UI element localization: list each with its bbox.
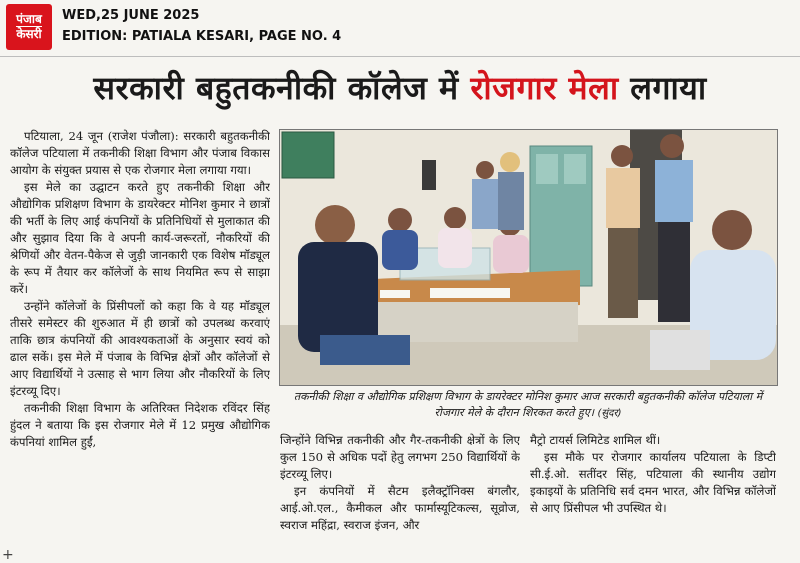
article-paragraph: जिन्होंने विभिन्न तकनीकी और गैर-तकनीकी क्षेत्रों के लिए कुल 150 से अधिक पदों हेतु लगभग 250 विद्यार्थियों के इंटरव्यू लिए। xyxy=(280,433,520,481)
article-column-3 xyxy=(530,432,776,552)
article-paragraph: इन कंपनियों में सैटम इलैक्ट्रॉनिक्स बंगलौर, आई.ओ.एल., कैमीकल और फार्मास्यूटिकल्स, सूव्रोज, स्वराज महिंद्रा, स्वराज इंजन, और xyxy=(280,484,520,532)
headline-part-1: सरकारी बहुतकनीकी कॉलेज में xyxy=(93,69,471,107)
article-paragraph: इस मौके पर रोजगार कार्यालय पटियाला के डिप्टी सी.ई.ओ. सतींदर सिंह, पटियाला की स्थानीय उद्योग इकाइयों के प्रतिनिधि सर्व दमन भारत, और विभिन्न कॉलेजों से आए प्रिंसीपल भी उपस्थित थे। xyxy=(530,450,776,515)
headline-part-3: लगाया xyxy=(618,69,707,107)
article-paragraph: मैट्रो टायर्स लिमिटेड शामिल थीं। xyxy=(530,433,661,447)
headline-highlight: रोजगार मेला xyxy=(470,69,619,107)
photo-caption-text: तकनीकी शिक्षा व औद्योगिक प्रशिक्षण विभाग के डायरेक्टर मोनिश कुमार आज सरकारी बहुतकनीकी कॉलेज पटियाला में रोजगार मेले के दौरान शिरकत करते हुए। xyxy=(293,390,763,419)
logo-line-2: केसरी xyxy=(16,27,42,41)
article-column-1 xyxy=(10,128,270,553)
headline xyxy=(0,66,800,109)
article-paragraph: उन्होंने कॉलेजों के प्रिंसीपलों को कहा कि वे यह मॉड्यूल तीसरे समेस्टर की शुरुआत में ही छात्रों को उपलब्ध करवाएं ताकि छात्र कंपनियों की आवश्यकताओं के अनुसार स्वयं को ढाल सकें। इस मेले में पंजाब के विभिन्न क्षेत्रों और कॉलेजों से आए विद्यार्थियों ने उत्साह से भाग लिया और नौकरियों के लिए इंटरव्यू दिए। xyxy=(10,299,270,398)
event-photo xyxy=(279,129,778,386)
crop-mark: + xyxy=(2,547,14,563)
article-paragraph: पटियाला, 24 जून (राजेश पंजौला): सरकारी बहुतकनीकी कॉलेज पटियाला में तकनीकी शिक्षा विभाग और पंजाब विकास आयोग के संयुक्त प्रयास से एक रोजगार मेला लगाया गया। xyxy=(10,129,270,177)
event-photo-illustration xyxy=(280,130,777,385)
punjab-kesari-logo xyxy=(6,4,52,50)
article-column-2 xyxy=(280,432,520,552)
photo-caption xyxy=(282,389,774,422)
photo-credit: (सुंदर) xyxy=(597,408,622,419)
edition-info: EDITION: PATIALA KESARI, PAGE NO. 4 xyxy=(62,29,342,44)
publication-date: WED,25 JUNE 2025 xyxy=(62,8,200,23)
article-paragraph: तकनीकी शिक्षा विभाग के अतिरिक्त निदेशक रविंदर सिंह हुंदल ने बताया कि इस रोजगार मेले में 12 प्रमुख औद्योगिक कंपनियां शामिल हुईं, xyxy=(10,401,270,449)
header-divider xyxy=(0,56,800,57)
article-paragraph: इस मेले का उद्घाटन करते हुए तकनीकी शिक्षा और औद्योगिक प्रशिक्षण विभाग के डायरेक्टर मोनिश कुमार ने छात्रों की भर्ती के लिए आई कंपनियों के प्रतिनिधियों से मुलाकात की और सुझाव दिया कि वे अपनी कार्य-जरूरतों, नौकरियों की श्रेणियों और वेतन-पैकेज से जुड़ी जानकारी एक विशेष मॉड्यूल के रूप में तैयार कर कॉलेजों के साथ नियमित रूप से साझा करें। xyxy=(10,180,270,296)
logo-line-1: पंजाब xyxy=(16,12,42,27)
